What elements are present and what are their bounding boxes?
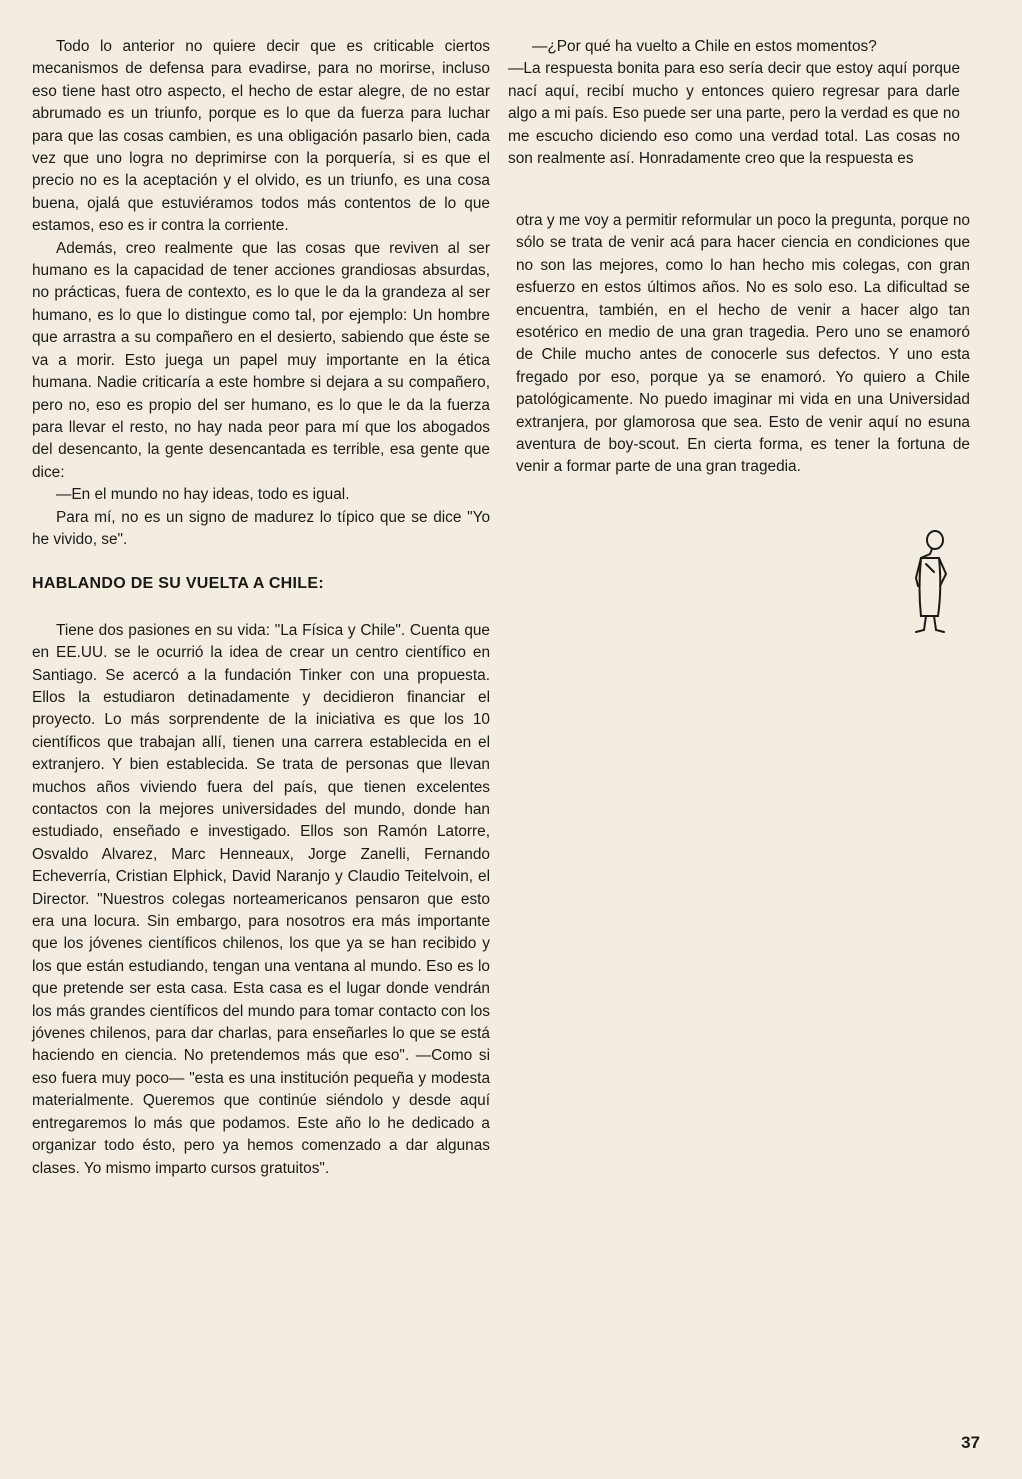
- page-number: 37: [961, 1433, 980, 1452]
- right-column-bottom: [516, 210, 970, 479]
- end-figure-icon: [904, 528, 954, 636]
- paragraph: Además, creo realmente que las cosas que reviven al ser humano es la capacidad de tener acciones grandiosas absurdas, no prácticas, fuera de contexto, es lo que le da la grandeza al ser humano, es lo que lo distingue como tal, por ejemplo: Un hombre que arrastra a su compañero en el desierto, sabiendo que éste se va a morir. Esto juega un papel muy importante en la ética humana. Nadie criticaría a este hombre si dejara a su compañero, pero no, eso es propio del ser humano, es lo que le da la fuerza para llevar el resto, no hay nada peor para mí que los abogados del desencanto, la gente desencantada es terrible, esa gente que dice:: [32, 239, 490, 481]
- interview-answer: —La respuesta bonita para eso sería decir que estoy aquí porque nací aquí, recibí mucho y entonces quiero regresar para darle algo a mi país. Eso puede ser una parte, pero la verdad es que no me escucho diciendo eso como una verdad total. Las cosas no son realmente así. Honradamente creo que la respuesta es: [508, 60, 960, 168]
- paragraph: —En el mundo no hay ideas, todo es igual.: [56, 486, 350, 504]
- paragraph: Tiene dos pasiones en su vida: "La Física y Chile". Cuenta que en EE.UU. se le ocurrió la idea de crear un centro científico en Santiago. Se acercó a la fundación Tinker con una propuesta. Ellos la estudiaron detinadamente y decidieron financiar el proyecto. Lo más sorprendente de la iniciativa es que los 10 científicos que trabajan allí, tienen una carrera establecida en el extranjero. Y bien establecida. Se trata de personas que llevan muchos años viviendo fuera del país, que tienen excelentes contactos con la mejores universidades del mundo, donde han estudiado, enseñado e investigado. Ellos son Ramón Latorre, Osvaldo Alvarez, Marc Henneaux, Jorge Zanelli, Fernando Echeverría, Cristian Elphick, David Naranjo y Claudio Teitelvoin, el Director. "Nuestros colegas norteamericanos pensaron que esto era una locura. Sin embargo, para nosotros era más importante que los jóvenes científicos chilenos, los que ya se han recibido y los que están estudiando, tengan una ventana al mundo. Eso es lo que pretende ser esta casa. Esta casa es el lugar donde vendrán los más grandes científicos del mundo para tomar contacto con los jóvenes chilenos, para dar charlas, para enseñarles lo que se está haciendo en ciencia. No pretendemos más que eso". —Como si eso fuera muy poco— "esta es una institución pequeña y modesta materialmente. Queremos que continúe siéndolo y desde aquí entregaremos lo más que podamos. Este año lo he dedicado a organizar todo ésto, pero ya hemos comenzado a dar algunas clases. Yo mismo imparto cursos gratuitos".: [32, 621, 490, 1177]
- section-heading: HABLANDO DE SU VUELTA A CHILE:: [32, 575, 324, 593]
- interview-question: —¿Por qué ha vuelto a Chile en estos momentos?: [532, 38, 877, 55]
- right-column-top: [508, 36, 960, 170]
- paragraph: Para mí, no es un signo de madurez lo típico que se dice "Yo he vivido, se".: [32, 508, 490, 548]
- interview-answer-continued: otra y me voy a permitir reformular un poco la pregunta, porque no sólo se trata de venir acá para hacer ciencia en condiciones que no son las mejores, como lo han hecho mis colegas, con gran esfuerzo en estos últimos años. No es solo eso. La dificultad se encuentra, también, en el hecho de venir a hacer algo tan esotérico en medio de una gran tragedia. Pero uno se enamoró de Chile mucho antes de conocerle sus defectos. Y uno esta fregado por eso, porque ya se enamoró. Yo quiero a Chile patológicamente. No puedo imaginar mi vida en una Universidad extranjera, por glamorosa que sea. Esto de venir aquí no esuna aventura de boy-scout. En cierta forma, es tener la fortuna de venir a formar parte de una gran tragedia.: [516, 212, 970, 476]
- paragraph: Todo lo anterior no quiere decir que es criticable ciertos mecanismos de defensa para evadirse, para no morirse, incluso eso tiene hast otro aspecto, el hecho de estar alegre, de no estar abrumado es un triunfo, porque es lo que da fuerza para luchar para que las cosas cambien, es una obligación pasarlo bien, cada vez que uno logra no deprimirse con la porquería, si es que el precio no es la aceptación y el olvido, es un triunfo, es una cosa buena, ojalá que estuviéramos todos más contentos de lo que estamos, eso es ir contra la corriente.: [32, 38, 490, 235]
- left-column: [32, 36, 490, 1180]
